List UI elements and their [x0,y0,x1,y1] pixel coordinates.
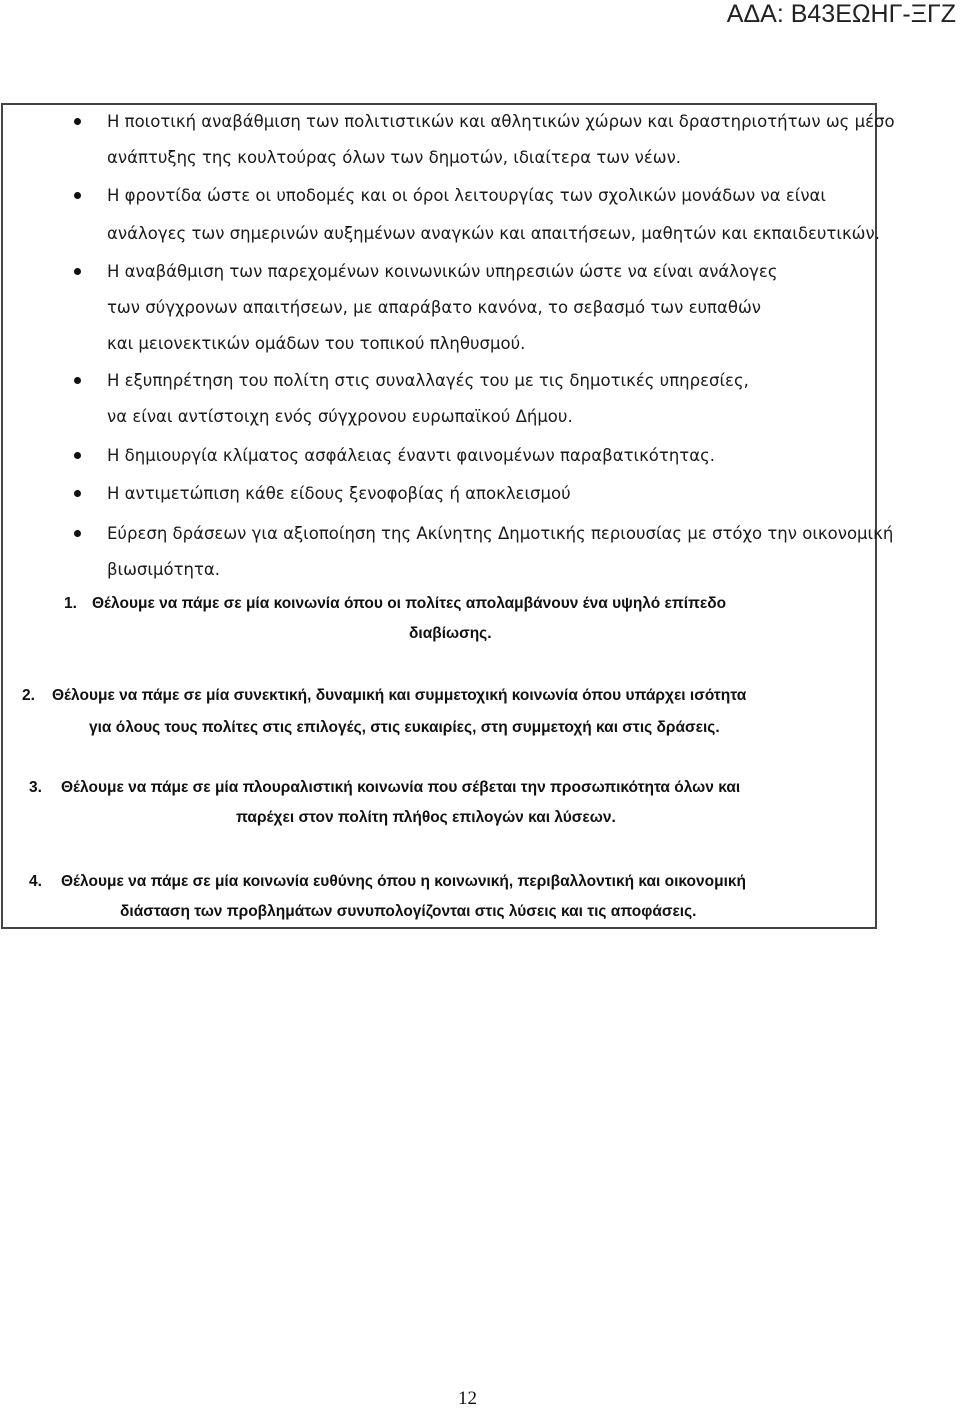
bullet-line: ανάπτυξης της κουλτούρας όλων των δημοτών, ιδιαίτερα των νέων. [107,148,682,167]
bullet-line: ανάλογες των σημερινών αυξημένων αναγκών και απαιτήσεων, μαθητών και εκπαιδευτικών. [107,224,880,243]
item-line: διαβίωσης. [409,625,492,642]
item-line: Θέλουμε να πάμε σε μία κοινωνία όπου οι πολίτες απολαμβάνουν ένα υψηλό επίπεδο [92,595,727,612]
bullet-line: Η φροντίδα ώστε οι υποδομές και οι όροι λειτουργίας των σχολικών μονάδων να είναι [107,186,826,205]
bullet-dot [74,490,81,497]
item-number: 2. [22,687,35,704]
bullet-dot [74,530,81,537]
bullet-line: Η δημιουργία κλίματος ασφάλειας έναντι φαινομένων παραβατικότητας. [107,446,716,465]
item-line: Θέλουμε να πάμε σε μία κοινωνία ευθύνης όπου η κοινωνική, περιβαλλοντική και οικονομική [61,873,747,890]
bullet-line: βιωσιμότητα. [107,560,221,579]
bullet-line: και μειονεκτικών ομάδων του τοπικού πληθυσμού. [107,334,526,353]
bullet-dot [74,452,81,459]
bullet-line: των σύγχρονων απαιτήσεων, με απαράβατο κανόνα, το σεβασμό των ευπαθών [107,298,761,317]
page-number: 12 [458,1388,477,1409]
bullet-line: να είναι αντίστοιχη ενός σύγχρονου ευρωπαϊκού Δήμου. [107,407,573,426]
ada-header: ΑΔΑ: Β43ΕΩΗΓ-ΞΓΖ [726,0,956,28]
bullet-line: Η αναβάθμιση των παρεχομένων κοινωνικών υπηρεσιών ώστε να είναι ανάλογες [107,262,778,281]
item-line: παρέχει στον πολίτη πλήθος επιλογών και λύσεων. [236,809,616,826]
item-line: Θέλουμε να πάμε σε μία συνεκτική, δυναμική και συμμετοχική κοινωνία όπου υπάρχει ισότητα [52,687,747,704]
bullet-line: Η ποιοτική αναβάθμιση των πολιτιστικών και αθλητικών χώρων και δραστηριοτήτων ως μέσο [107,112,895,131]
item-number: 4. [29,873,42,890]
item-number: 3. [29,779,42,796]
item-line: για όλους τους πολίτες στις επιλογές, στις ευκαιρίες, στη συμμετοχή και στις δράσεις. [89,719,720,736]
bullet-dot [74,118,81,125]
item-line: διάσταση των προβλημάτων συνυπολογίζονται στις λύσεις και τις αποφάσεις. [120,903,697,920]
item-line: Θέλουμε να πάμε σε μία πλουραλιστική κοινωνία που σέβεται την προσωπικότητα όλων και [61,779,741,796]
bullet-line: Η εξυπηρέτηση του πολίτη στις συναλλαγές του με τις δημοτικές υπηρεσίες, [107,371,749,390]
item-number: 1. [64,595,77,612]
bullet-line: Η αντιμετώπιση κάθε είδους ξενοφοβίας ή αποκλεισμού [107,484,571,503]
bullet-dot [74,192,81,199]
bullet-dot [74,377,81,384]
bullet-line: Εύρεση δράσεων για αξιοποίηση της Ακίνητης Δημοτικής περιουσίας με στόχο την οικονομική [107,524,894,543]
bullet-dot [74,268,81,275]
